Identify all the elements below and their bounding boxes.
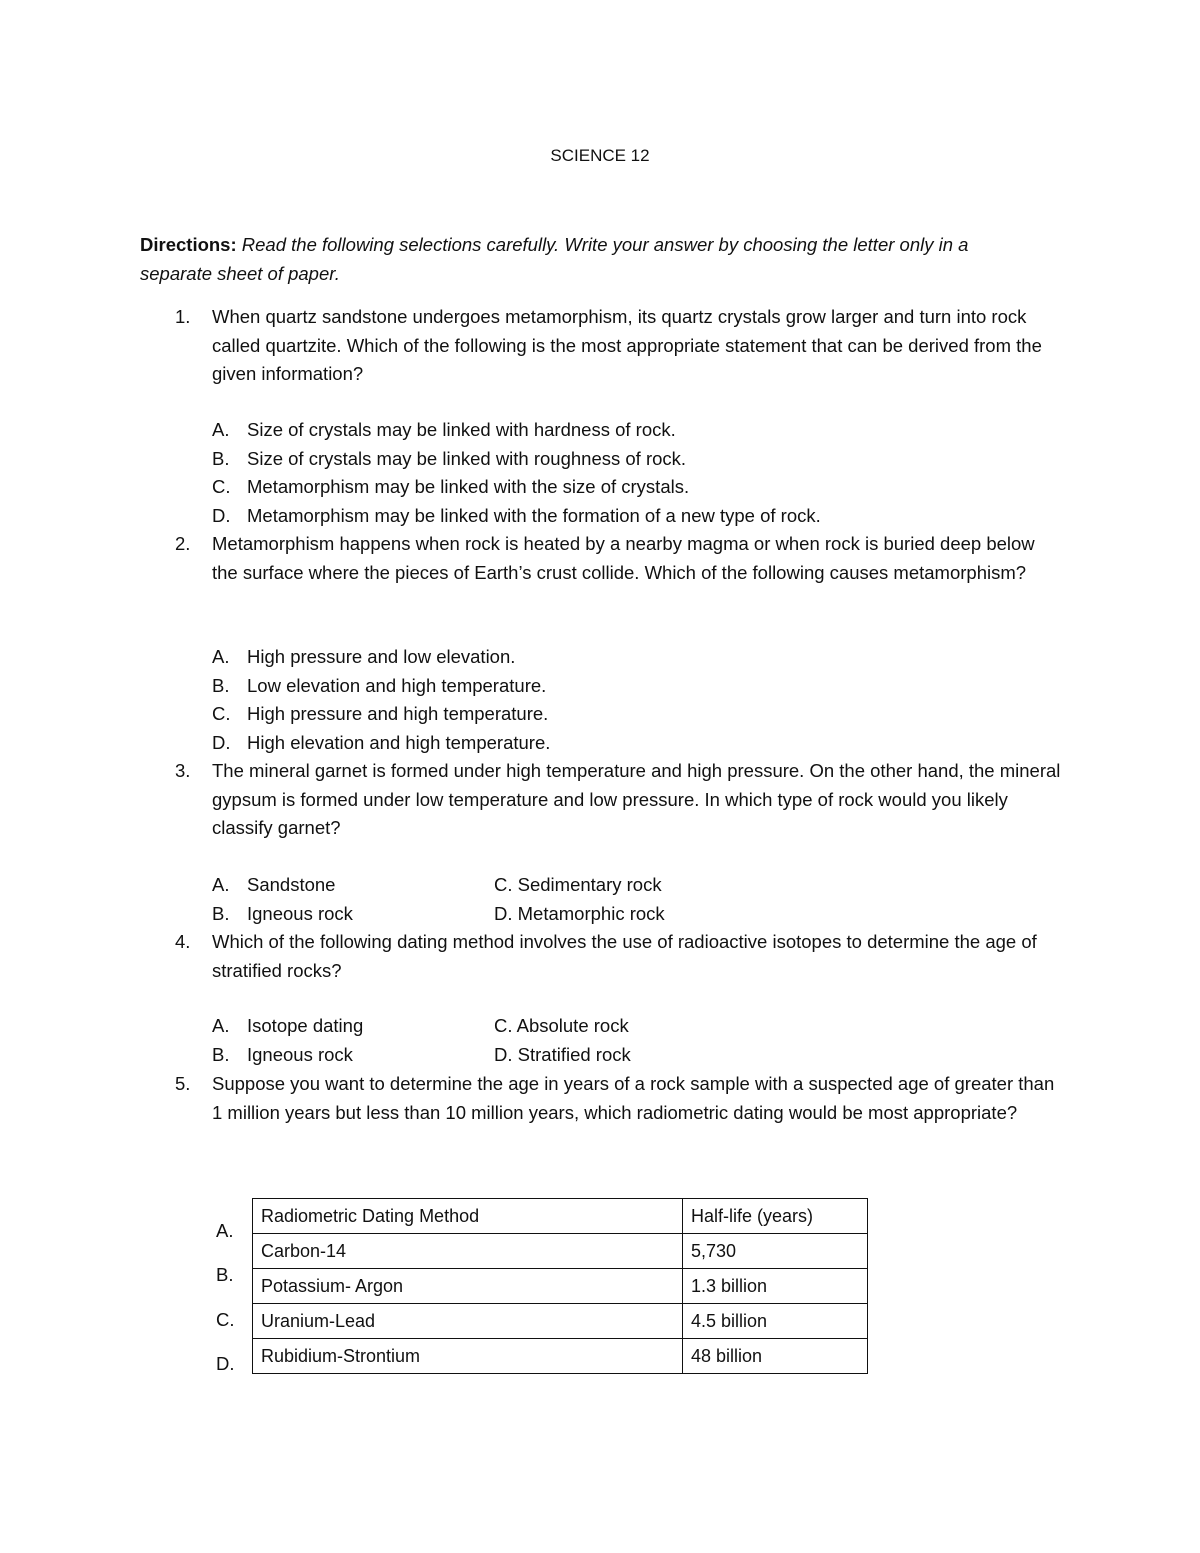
option-text: High pressure and low elevation.	[247, 646, 516, 667]
option-b	[212, 445, 1012, 474]
option-text: High pressure and high temperature.	[247, 703, 549, 724]
question-1	[175, 303, 1065, 389]
question-text: When quartz sandstone undergoes metamorphism, its quartz crystals grow larger and turn into rock called quartzite. Which of the following is the most appropriate statement that can be derived from the given information?	[212, 306, 1042, 384]
table-cell: Potassium- Argon	[253, 1269, 683, 1304]
option-letter: A.	[212, 874, 230, 895]
question-4	[175, 928, 1065, 985]
answer-letter: D.	[216, 1353, 235, 1374]
option-letter: B.	[212, 447, 230, 469]
option-letter: D.	[212, 731, 231, 753]
table-cell: 5,730	[683, 1234, 868, 1269]
answer-letter: C.	[216, 1309, 235, 1330]
question-2-options	[212, 643, 1012, 757]
option-text: Metamorphism may be linked with the formation of a new type of rock.	[247, 504, 821, 526]
answer-letter: B.	[216, 1264, 234, 1285]
option-c	[212, 473, 1012, 502]
question-text: Which of the following dating method involves the use of radioactive isotopes to determine the age of stratified rocks?	[212, 931, 1037, 981]
option-text: C. Absolute rock	[494, 1015, 629, 1036]
option-letter: C.	[212, 476, 231, 497]
question-1-options	[212, 416, 1012, 530]
table-cell: Uranium-Lead	[253, 1304, 683, 1339]
table-header-row	[253, 1199, 868, 1234]
table-row	[253, 1304, 868, 1339]
question-2	[175, 530, 1065, 587]
table-row	[253, 1339, 868, 1374]
directions-text: Read the following selections carefully. Write your answer by choosing the letter only in a separate sheet of paper.	[140, 234, 969, 284]
table-row	[253, 1269, 868, 1304]
option-letter: C.	[212, 703, 231, 724]
question-4-options	[212, 1012, 1012, 1069]
option-row	[212, 900, 1012, 929]
option-text: Size of crystals may be linked with hardness of rock.	[247, 419, 676, 440]
option-text: Size of crystals may be linked with roughness of rock.	[247, 447, 687, 469]
question-number: 5.	[175, 1073, 191, 1094]
option-row	[212, 871, 1012, 900]
option-letter: B.	[212, 674, 230, 696]
option-d	[212, 502, 1012, 531]
table-cell: 4.5 billion	[683, 1304, 868, 1339]
table-cell: 48 billion	[683, 1339, 868, 1374]
option-letter: D.	[212, 504, 231, 526]
option-text: Isotope dating	[247, 1015, 364, 1036]
option-letter: A.	[212, 1015, 230, 1036]
option-text: Igneous rock	[247, 902, 353, 924]
option-a	[212, 643, 1012, 672]
option-text: High elevation and high temperature.	[247, 731, 551, 753]
option-text: Igneous rock	[247, 1043, 353, 1065]
option-letter: A.	[212, 646, 230, 667]
question-5	[175, 1070, 1065, 1127]
question-number: 3.	[175, 760, 191, 781]
option-text: Metamorphism may be linked with the size of crystals.	[247, 476, 690, 497]
question-3-options	[212, 871, 1012, 928]
table-header: Half-life (years)	[683, 1199, 868, 1234]
option-row	[212, 1012, 1012, 1041]
option-letter: A.	[212, 419, 230, 440]
option-b	[212, 672, 1012, 701]
question-text: Metamorphism happens when rock is heated by a nearby magma or when rock is buried deep below the surface where the pieces of Earth’s crust collide. Which of the following causes metamorphism?	[212, 533, 1035, 583]
question-number: 1.	[175, 306, 191, 327]
question-number: 2.	[175, 533, 191, 554]
directions	[140, 230, 1040, 288]
question-3	[175, 757, 1065, 843]
directions-label: Directions:	[140, 234, 237, 255]
table-cell: Rubidium-Strontium	[253, 1339, 683, 1374]
dating-method-table	[252, 1198, 868, 1374]
table-cell: 1.3 billion	[683, 1269, 868, 1304]
option-text: C. Sedimentary rock	[494, 874, 662, 895]
answer-letter: A.	[216, 1220, 234, 1241]
question-text: The mineral garnet is formed under high temperature and high pressure. On the other hand, the mineral gypsum is formed under low temperature and low pressure. In which type of rock would you likely classify garnet?	[212, 760, 1061, 838]
table-cell: Carbon-14	[253, 1234, 683, 1269]
option-text: D. Stratified rock	[494, 1043, 631, 1065]
option-d	[212, 729, 1012, 758]
option-text: Sandstone	[247, 874, 336, 895]
page-title: SCIENCE 12	[550, 146, 650, 165]
question-text: Suppose you want to determine the age in years of a rock sample with a suspected age of greater than 1 million years but less than 10 million years, which radiometric dating would be most appropriate?	[212, 1073, 1055, 1123]
table-row	[253, 1234, 868, 1269]
question-number: 4.	[175, 931, 191, 952]
option-text: D. Metamorphic rock	[494, 902, 665, 924]
option-text: Low elevation and high temperature.	[247, 674, 547, 696]
option-letter: B.	[212, 1043, 230, 1065]
option-a	[212, 416, 1012, 445]
option-c	[212, 700, 1012, 729]
table-header: Radiometric Dating Method	[253, 1199, 683, 1234]
option-letter: B.	[212, 902, 230, 924]
option-row	[212, 1041, 1012, 1070]
